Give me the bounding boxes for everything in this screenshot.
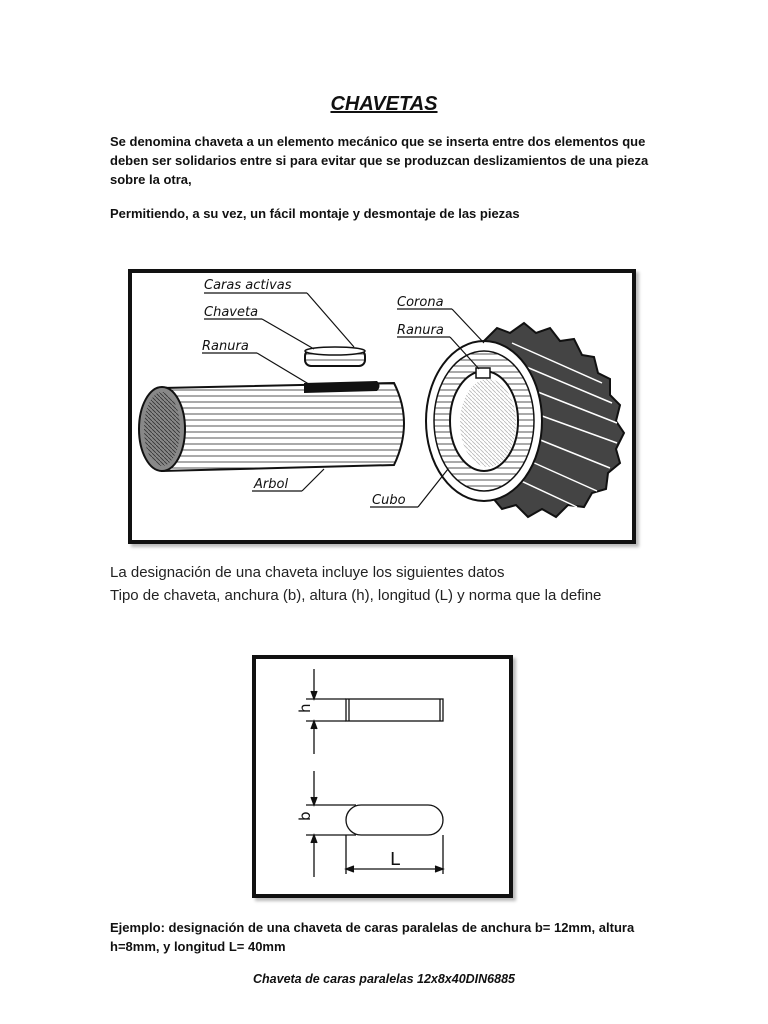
- dim-label-l: L: [390, 849, 401, 870]
- label-arbol: Arbol: [254, 477, 289, 492]
- key-side-view: [346, 699, 443, 721]
- intro-line: deben ser solidarios entre si para evitar que se produzcan deslizamientos de una pieza: [110, 153, 649, 168]
- intro-paragraph: [110, 132, 670, 189]
- key-top-view: [346, 805, 443, 835]
- example-line: Ejemplo: designación de una chaveta de caras paralelas de anchura b= 12mm, altura: [110, 920, 635, 935]
- key-dimensions-figure: [252, 655, 513, 898]
- intro-line: sobre la otra,: [110, 172, 192, 187]
- page-title: CHAVETAS: [330, 93, 438, 115]
- label-caras-activas: Caras activas: [204, 278, 292, 293]
- shaft-drawing: [139, 381, 404, 471]
- example-paragraph: [110, 918, 670, 956]
- key-assembly-figure: [128, 269, 636, 544]
- designation-paragraph: [110, 561, 710, 607]
- intro-line: Se denomina chaveta a un elemento mecánico que se inserta entre dos elementos que: [110, 134, 646, 149]
- intro-paragraph-2: Permitiendo, a su vez, un fácil montaje y desmontaje de las piezas: [110, 206, 520, 221]
- label-chaveta: Chaveta: [204, 305, 259, 320]
- designation-caption: Chaveta de caras paralelas 12x8x40DIN6885: [253, 972, 515, 986]
- label-corona: Corona: [397, 295, 444, 310]
- key-dimensions-drawing: [256, 659, 509, 894]
- example-line: h=8mm, y longitud L= 40mm: [110, 939, 286, 954]
- label-ranura-left: Ranura: [202, 339, 249, 354]
- gear-drawing: [426, 323, 624, 517]
- dim-label-h: h: [296, 703, 314, 713]
- key-drawing: [305, 347, 365, 366]
- dim-label-b: b: [296, 811, 314, 821]
- key-assembly-illustration: [132, 273, 632, 540]
- designation-line: Tipo de chaveta, anchura (b), altura (h), longitud (L) y norma que la define: [110, 587, 602, 604]
- label-cubo: Cubo: [372, 493, 406, 508]
- designation-line: La designación de una chaveta incluye los siguientes datos: [110, 564, 505, 581]
- label-ranura-right: Ranura: [397, 323, 444, 338]
